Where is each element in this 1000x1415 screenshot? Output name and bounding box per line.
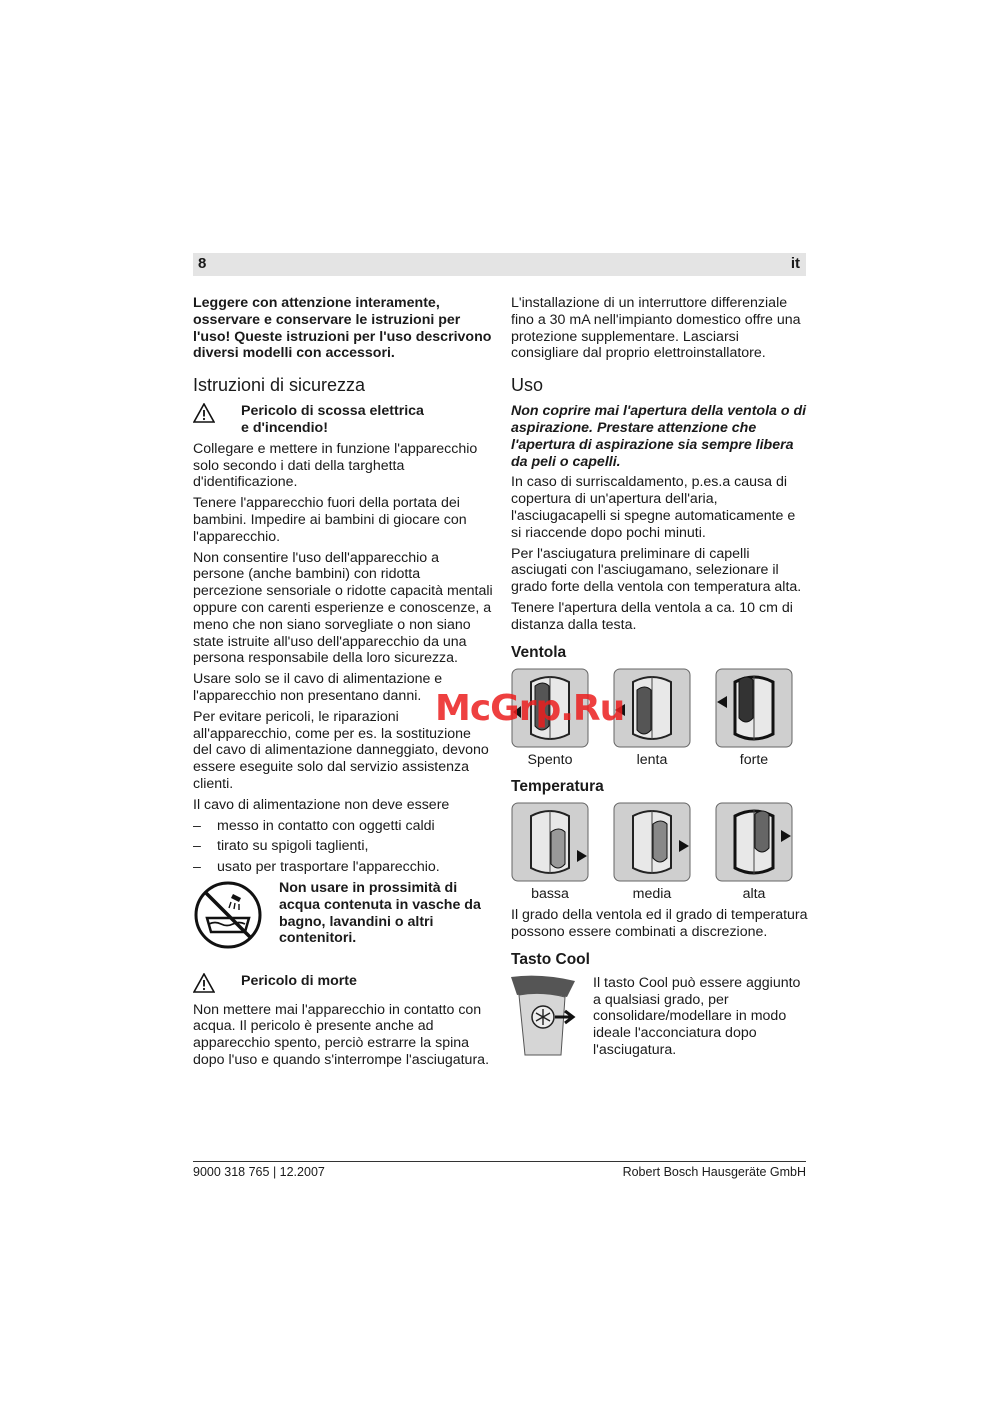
right-column [511, 295, 809, 1062]
warning-triangle-icon [193, 973, 241, 998]
temperatura-label: bassa [531, 886, 569, 903]
switch-figure [511, 802, 589, 903]
paragraph: Non mettere mai l'apparecchio in contatto con acqua. Il pericolo è presente anche ad apparecchio spento, perciò estrarre la spina dopo l'uso e quando s'interrompe l'asciugatura. [193, 1001, 490, 1068]
paragraph: Collegare e mettere in funzione l'apparecchio solo secondo i dati della targhetta d'identificazione. [193, 440, 478, 491]
paragraph: Non consentire l'uso dell'apparecchio a persone (anche bambini) con ridotta percezione sensoriale o ridotte capacità mentali oppure con carenti esperienze e conoscenze, a meno che non siano sorvegliate o non siano state istruite all'uso dell'apparecchio da una persona responsabile della loro sicurezza. [193, 549, 493, 667]
switch-figure [715, 802, 793, 903]
warning-triangle-icon [193, 403, 241, 428]
warning-death [193, 973, 493, 998]
switch-figure [613, 802, 691, 903]
cool-section [511, 975, 809, 1062]
switch-figure [715, 668, 793, 769]
paragraph: Per l'asciugatura preliminare di capelli asciugati con l'asciugamano, selezionare il grado forte della ventola con temperatura alta. [511, 545, 802, 596]
ventola-label: Spento [527, 751, 573, 768]
uso-bold-warning: Non coprire mai l'apertura della ventola o di aspirazione. Prestare attenzione che l'apertura di aspirazione sia sempre libera da peli o capelli. [511, 403, 807, 470]
language-code: it [790, 255, 800, 272]
paragraph: Tenere l'apparecchio fuori della portata dei bambini. Impedire ai bambini di giocare con l'apparecchio. [193, 495, 467, 545]
ventola-title: Ventola [511, 643, 567, 661]
no-water-warning [193, 880, 493, 955]
paragraph: Per evitare pericoli, le riparazioni all'apparecchio, come per es. la sostituzione del cavo di alimentazione danneggiato, devono essere eseguite solo dal servizio assistenza clienti. [193, 708, 489, 792]
watermark: McGrp.Ru [435, 688, 625, 729]
paragraph: In caso di surriscaldamento, p.es.a causa di copertura di un'apertura dell'aria, l'asciugacapelli si spegne automaticamente e si riaccende dopo pochi minuti. [511, 474, 796, 541]
safety-title: Istruzioni di sicurezza [193, 375, 366, 396]
warning-electric-title-a: Pericolo di scossa elettrica [241, 403, 424, 420]
list-item: – tirato su spigoli taglienti, [193, 838, 369, 855]
no-bathtub-icon [193, 880, 279, 955]
cool-title: Tasto Cool [511, 950, 590, 968]
temperatura-switch-figures [511, 802, 793, 903]
uso-title: Uso [511, 375, 544, 396]
footer-company: Robert Bosch Hausgeräte GmbH [622, 1165, 806, 1179]
ventola-label: lenta [636, 751, 668, 768]
list-item: – usato per trasportare l'apparecchio. [193, 859, 440, 876]
left-column [193, 295, 493, 1073]
list-item: – messo in contatto con oggetti caldi [193, 817, 435, 834]
cool-button-figure [511, 975, 593, 1062]
switch-figure [613, 668, 691, 769]
paragraph: Il grado della ventola ed il grado di temperatura possono essere combinati a discrezione. [511, 907, 808, 940]
cool-text: Il tasto Cool può essere aggiunto a qualsiasi grado, per consolidare/modellare in modo ideale l'acconciatura dopo l'asciugatura. [593, 974, 801, 1058]
intro-text: Leggere con attenzione interamente, osservare e conservare le istruzioni per l'uso! Queste istruzioni per l'uso descrivono diversi modelli con accessori. [193, 295, 492, 362]
paragraph: L'installazione di un interruttore differenziale fino a 30 mA nell'impianto domestico offre una protezione supplementare. Lasciarsi consigliare dal proprio elettroinstallatore. [511, 295, 801, 362]
temperatura-title: Temperatura [511, 778, 604, 796]
warning-electric [193, 403, 493, 437]
warning-death-title: Pericolo di morte [241, 972, 357, 989]
temperatura-label: alta [742, 886, 766, 903]
ventola-label: forte [739, 751, 769, 768]
footer-doc-number: 9000 318 765 | 12.2007 [193, 1165, 325, 1179]
paragraph: Tenere l'apertura della ventola a ca. 10 cm di distanza dalla testa. [511, 599, 793, 633]
page-footer [193, 1161, 806, 1179]
no-water-text: Non usare in prossimità di acqua contenuta in vasche da bagno, lavandini o altri contenitori. [279, 879, 481, 947]
page-number: 8 [198, 255, 207, 272]
temperatura-label: media [632, 886, 672, 903]
warning-electric-title-b: e d'incendio! [241, 419, 328, 436]
paragraph: Il cavo di alimentazione non deve essere [193, 796, 450, 813]
paragraph: Usare solo se il cavo di alimentazione e l'apparecchio non presentano danni. [193, 671, 443, 704]
page-header-bar [193, 253, 806, 276]
